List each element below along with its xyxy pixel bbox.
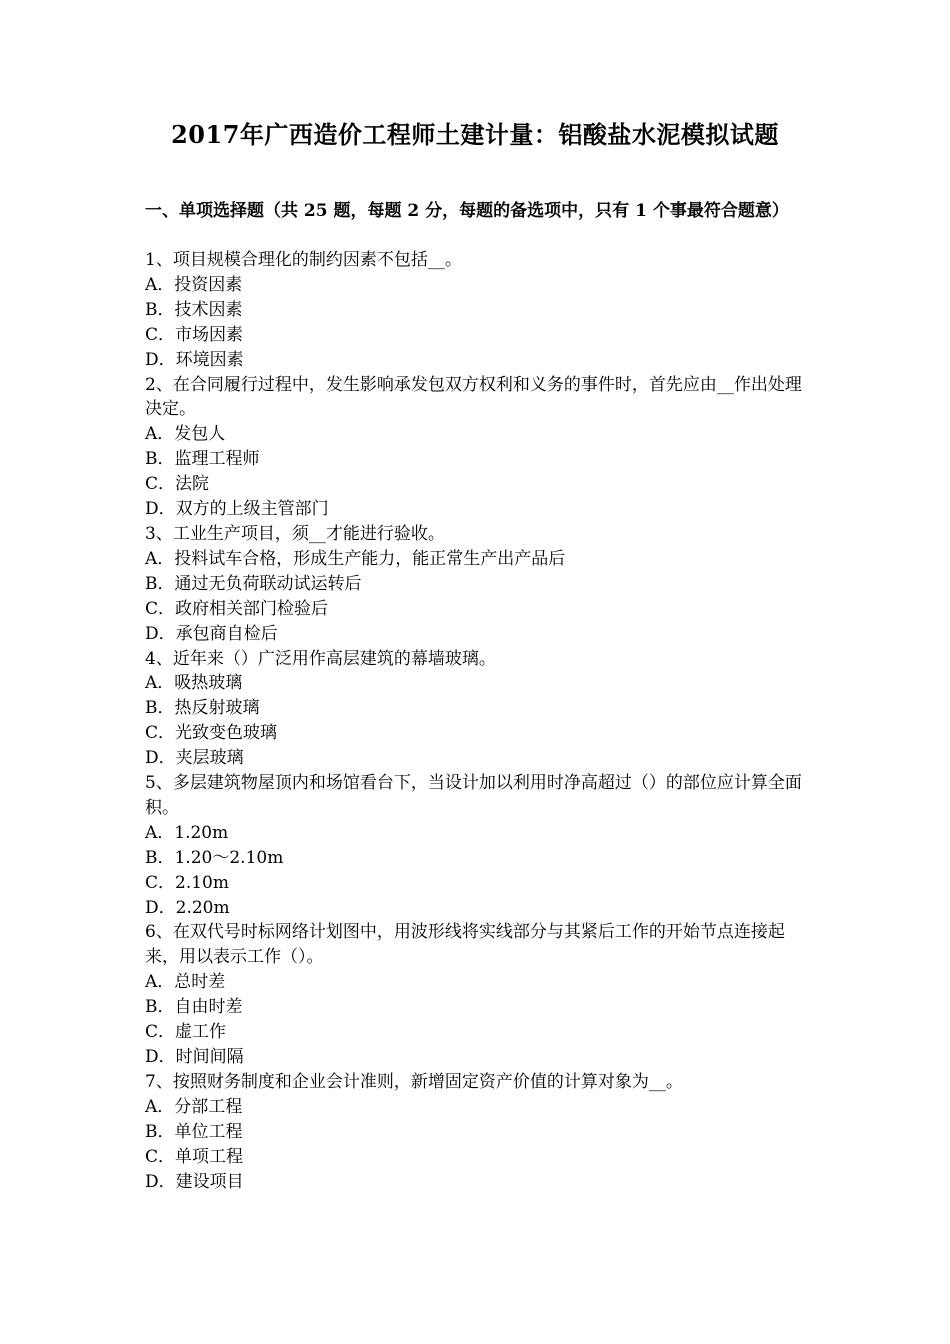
option-b: B．技术因素 <box>145 299 243 320</box>
option-b: B．自由时差 <box>145 997 243 1018</box>
question-5 <box>145 771 810 920</box>
option-c: C．法院 <box>145 474 210 495</box>
option-a: A．分部工程 <box>145 1096 243 1117</box>
question-1 <box>145 248 810 373</box>
question-6 <box>145 920 810 1069</box>
section-header: 一、单项选择题（共 25 题，每题 2 分，每题的备选项中，只有 1 个事最符合题意） <box>145 201 789 221</box>
option-a: A．吸热玻璃 <box>145 673 243 694</box>
option-c: C．单项工程 <box>145 1146 244 1167</box>
question-stem: 1、项目规模合理化的制约因素不包括__。 <box>145 250 462 270</box>
option-a: A．发包人 <box>145 424 226 445</box>
question-stem: 7、按照财务制度和企业会计准则，新增固定资产价值的计算对象为__。 <box>145 1071 683 1092</box>
option-a: A．投资因素 <box>145 274 243 295</box>
question-stem: 5、多层建筑物屋顶内和场馆看台下，当设计加以利用时净高超过（）的部位应计算全面积。 <box>145 773 802 818</box>
option-b: B．通过无负荷联动试运转后 <box>145 573 362 594</box>
option-d: D．夹层玻璃 <box>145 748 244 769</box>
option-c: C．市场因素 <box>145 324 244 345</box>
question-4 <box>145 647 810 772</box>
option-a: A．总时差 <box>145 972 226 993</box>
question-7 <box>145 1070 810 1195</box>
option-d: D．承包商自检后 <box>145 623 278 644</box>
question-3 <box>145 522 810 647</box>
option-c: C．政府相关部门检验后 <box>145 598 329 619</box>
question-stem: 6、在双代号时标网络计划图中，用波形线将实线部分与其紧后工作的开始节点连接起来，用以表示工作（）。 <box>145 922 785 968</box>
option-c: C．光致变色玻璃 <box>145 723 278 744</box>
option-a: A．投料试车合格，形成生产能力，能正常生产出产品后 <box>145 548 566 569</box>
document-title: 2017年广西造价工程师土建计量：铝酸盐水泥模拟试题 <box>171 120 779 149</box>
option-c: C．2.10m <box>145 872 229 893</box>
question-2 <box>145 373 810 522</box>
option-b: B．热反射玻璃 <box>145 698 260 719</box>
option-b: B．单位工程 <box>145 1121 243 1142</box>
option-d: D．双方的上级主管部门 <box>145 499 329 520</box>
option-d: D．2.20m <box>145 897 230 918</box>
option-c: C．虚工作 <box>145 1022 227 1043</box>
question-list <box>145 248 810 1194</box>
option-d: D．环境因素 <box>145 349 244 370</box>
option-d: D．建设项目 <box>145 1171 244 1192</box>
option-b: B．1.20～2.10m <box>145 847 284 868</box>
option-d: D．时间间隔 <box>145 1047 244 1067</box>
option-b: B．监理工程师 <box>145 449 260 470</box>
question-stem: 3、工业生产项目，须__才能进行验收。 <box>145 523 445 544</box>
question-stem: 2、在合同履行过程中，发生影响承发包双方权利和义务的事件时，首先应由__作出处理决定。 <box>145 374 802 420</box>
option-a: A．1.20m <box>145 822 229 843</box>
question-stem: 4、近年来（）广泛用作高层建筑的幕墙玻璃。 <box>145 648 496 669</box>
